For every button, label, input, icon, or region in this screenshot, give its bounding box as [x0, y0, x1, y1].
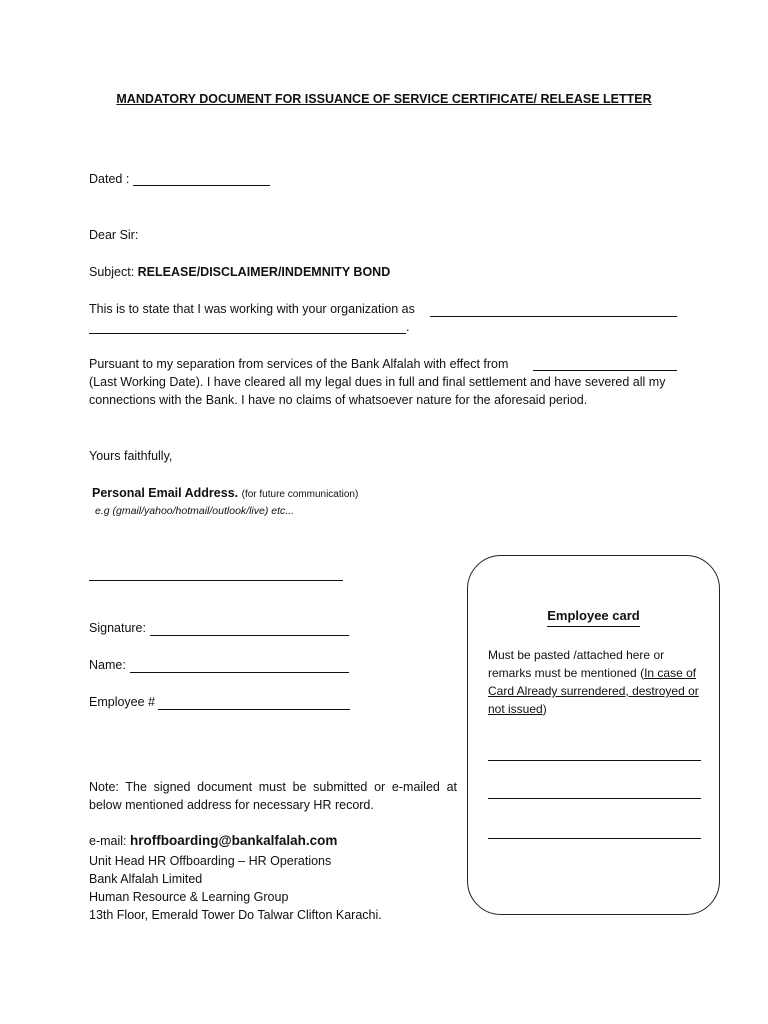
- card-instructions-plain: Must be pasted /attached here or remarks must be mentioned (: [488, 648, 665, 680]
- email-note: (for future communication): [241, 489, 359, 500]
- separation-text-1: Pursuant to my separation from services of the Bank Alfalah with effect from: [89, 357, 509, 371]
- card-remarks-line[interactable]: [488, 760, 701, 761]
- dated-field[interactable]: [133, 185, 270, 186]
- employee-no-field[interactable]: [158, 709, 350, 710]
- email-label-row: [92, 484, 358, 504]
- closing: Yours faithfully,: [89, 449, 173, 463]
- submission-note: Note: The signed document must be submitted or e-mailed at below mentioned address for necessary HR record.: [89, 780, 457, 812]
- employee-no-label: Employee #: [89, 695, 156, 709]
- document-title: MANDATORY DOCUMENT FOR ISSUANCE OF SERVICE CERTIFICATE/ RELEASE LETTER: [116, 92, 652, 106]
- statement-end: .: [406, 320, 410, 334]
- email-example: e.g (gmail/yahoo/hotmail/outlook/live) etc...: [95, 505, 295, 517]
- signature-field[interactable]: [150, 635, 349, 636]
- subject-label: Subject:: [89, 265, 135, 279]
- salutation: Dear Sir:: [89, 228, 139, 242]
- dated-label: Dated :: [89, 172, 130, 186]
- subject-value: RELEASE/DISCLAIMER/INDEMNITY BOND: [137, 265, 391, 279]
- separation-text-2: (Last Working Date). I have cleared all my legal dues in full and final settlement and have severed all my connections with the Bank. I have no claims of whatsoever nature for the aforesaid period.: [89, 375, 666, 407]
- subject-line: [89, 263, 390, 281]
- name-field[interactable]: [130, 672, 349, 673]
- card-instructions-close: ): [542, 702, 547, 716]
- signature-label: Signature:: [89, 621, 146, 635]
- address-line: Bank Alfalah Limited: [89, 872, 203, 886]
- employee-card-box[interactable]: [467, 555, 720, 915]
- card-remarks-line[interactable]: [488, 798, 701, 799]
- address-line: Human Resource & Learning Group: [89, 890, 289, 904]
- email-label: Personal Email Address.: [92, 486, 239, 500]
- address-line: 13th Floor, Emerald Tower Do Talwar Clifton Karachi.: [89, 908, 382, 922]
- designation-field-cont[interactable]: [89, 333, 406, 334]
- contact-email-row: [89, 832, 337, 850]
- address-line: Unit Head HR Offboarding – HR Operations: [89, 854, 332, 868]
- dated-row: [89, 170, 129, 188]
- last-working-date-field[interactable]: [533, 370, 677, 371]
- card-remarks-line[interactable]: [488, 838, 701, 839]
- name-label: Name:: [89, 658, 126, 672]
- card-instructions-underlined: In case of Card Already surrendered, destroyed or not issued: [488, 666, 699, 716]
- designation-field[interactable]: [430, 316, 677, 317]
- employee-card-title: Employee card: [468, 608, 719, 623]
- contact-email[interactable]: hroffboarding@bankalfalah.com: [130, 833, 338, 848]
- statement-line: This is to state that I was working with your organization as: [89, 302, 415, 316]
- employee-card-instructions: [488, 646, 701, 718]
- personal-email-field[interactable]: [89, 580, 343, 581]
- contact-email-label: e-mail:: [89, 834, 127, 848]
